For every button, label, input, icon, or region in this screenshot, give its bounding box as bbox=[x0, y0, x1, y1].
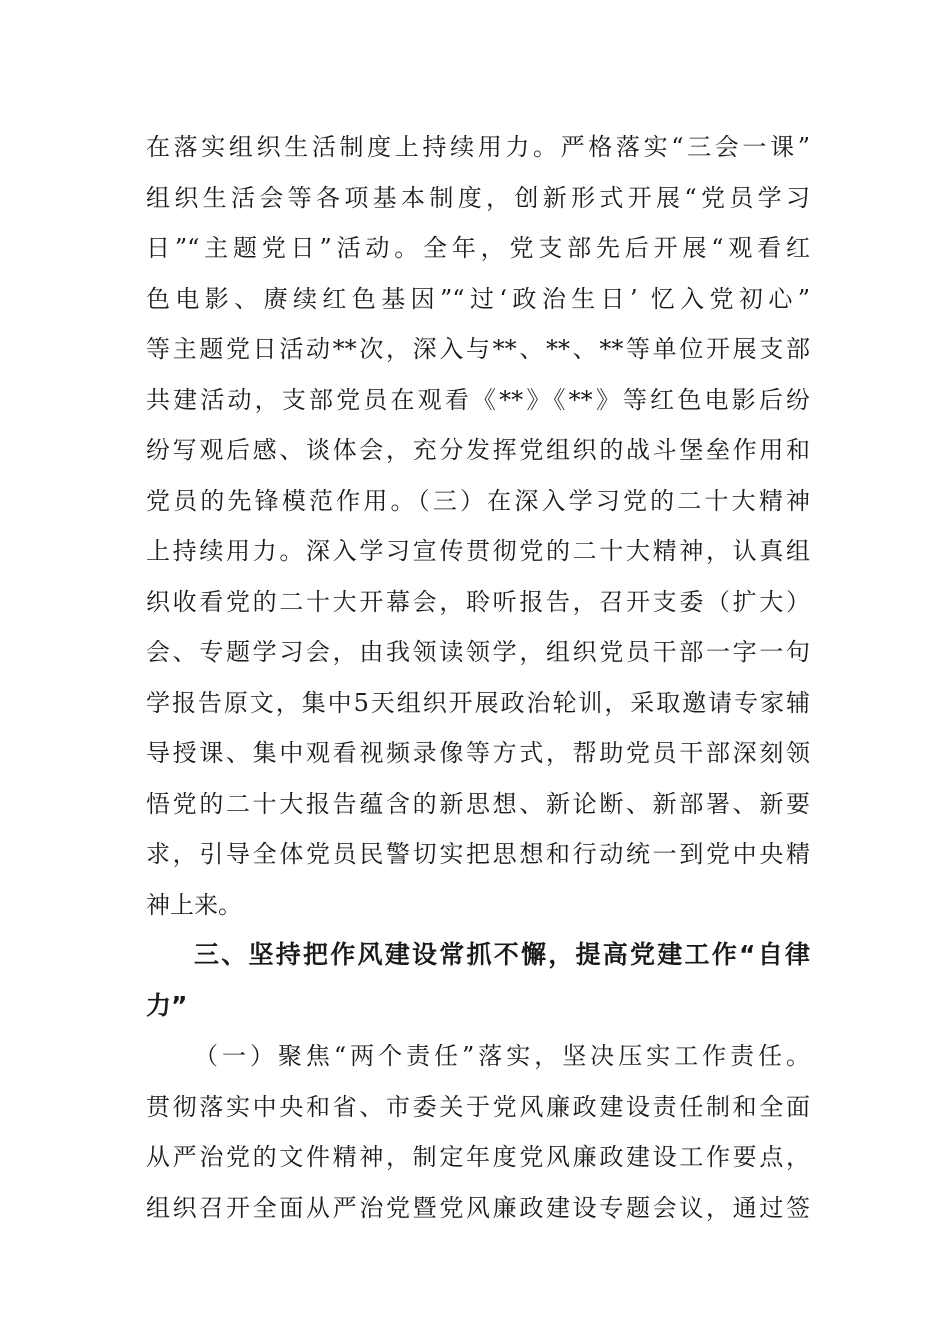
text-line: 色电影、赓续红色基因”“过‘政治生日’ 忆入党初心” bbox=[146, 284, 810, 313]
text-line: 求，引导全体党员民警切实把思想和行动统一到党中央精 bbox=[146, 840, 810, 868]
text-line: 悟党的二十大报告蕴含的新思想、新论断、新部署、新要 bbox=[146, 789, 810, 818]
text-line: 学报告原文，集中5天组织开展政治轮训，采取邀请专家辅 bbox=[146, 688, 810, 717]
text-line: 从严治党的文件精神，制定年度党风廉政建设工作要点， bbox=[146, 1143, 810, 1171]
document-body bbox=[146, 122, 810, 1233]
heading-line: 力” bbox=[146, 990, 188, 1020]
text-line: 会、专题学习会，由我领读领学，组织党员干部一字一句 bbox=[146, 638, 810, 666]
text-line: 神上来。 bbox=[146, 890, 242, 919]
text-line: 日”“主题党日”活动。全年，党支部先后开展“观看红 bbox=[146, 234, 810, 262]
text-line: 纷写观后感、谈体会，充分发挥党组织的战斗堡垒作用和 bbox=[146, 436, 810, 464]
text-line: 党员的先锋模范作用。（三）在深入学习党的二十大精神 bbox=[146, 486, 810, 515]
text-line: 导授课、集中观看视频录像等方式，帮助党员干部深刻领 bbox=[146, 739, 810, 767]
paragraph-party-life bbox=[146, 122, 810, 930]
section-heading-3 bbox=[146, 930, 810, 1031]
text-line: （一）聚焦“两个责任”落实，坚决压实工作责任。 bbox=[194, 1042, 810, 1070]
text-line: 共建活动，支部党员在观看《**》《**》等红色电影后纷 bbox=[146, 385, 810, 414]
paragraph-responsibility bbox=[146, 1031, 810, 1233]
text-line: 上持续用力。深入学习宣传贯彻党的二十大精神，认真组 bbox=[146, 537, 810, 565]
text-line: 贯彻落实中央和省、市委关于党风廉政建设责任制和全面 bbox=[146, 1092, 810, 1121]
text-line: 组织召开全面从严治党暨党风廉政建设专题会议，通过签 bbox=[146, 1193, 810, 1222]
text-line: 织收看党的二十大开幕会，聆听报告，召开支委（扩大） bbox=[146, 587, 810, 616]
text-line: 等主题党日活动**次，深入与**、**、**等单位开展支部 bbox=[146, 335, 810, 363]
heading-line: 三、坚持把作风建设常抓不懈，提高党建工作“自律 bbox=[194, 940, 810, 969]
text-line: 组织生活会等各项基本制度，创新形式开展“党员学习 bbox=[146, 183, 810, 212]
text-line: 在落实组织生活制度上持续用力。严格落实“三会一课” bbox=[146, 133, 810, 161]
